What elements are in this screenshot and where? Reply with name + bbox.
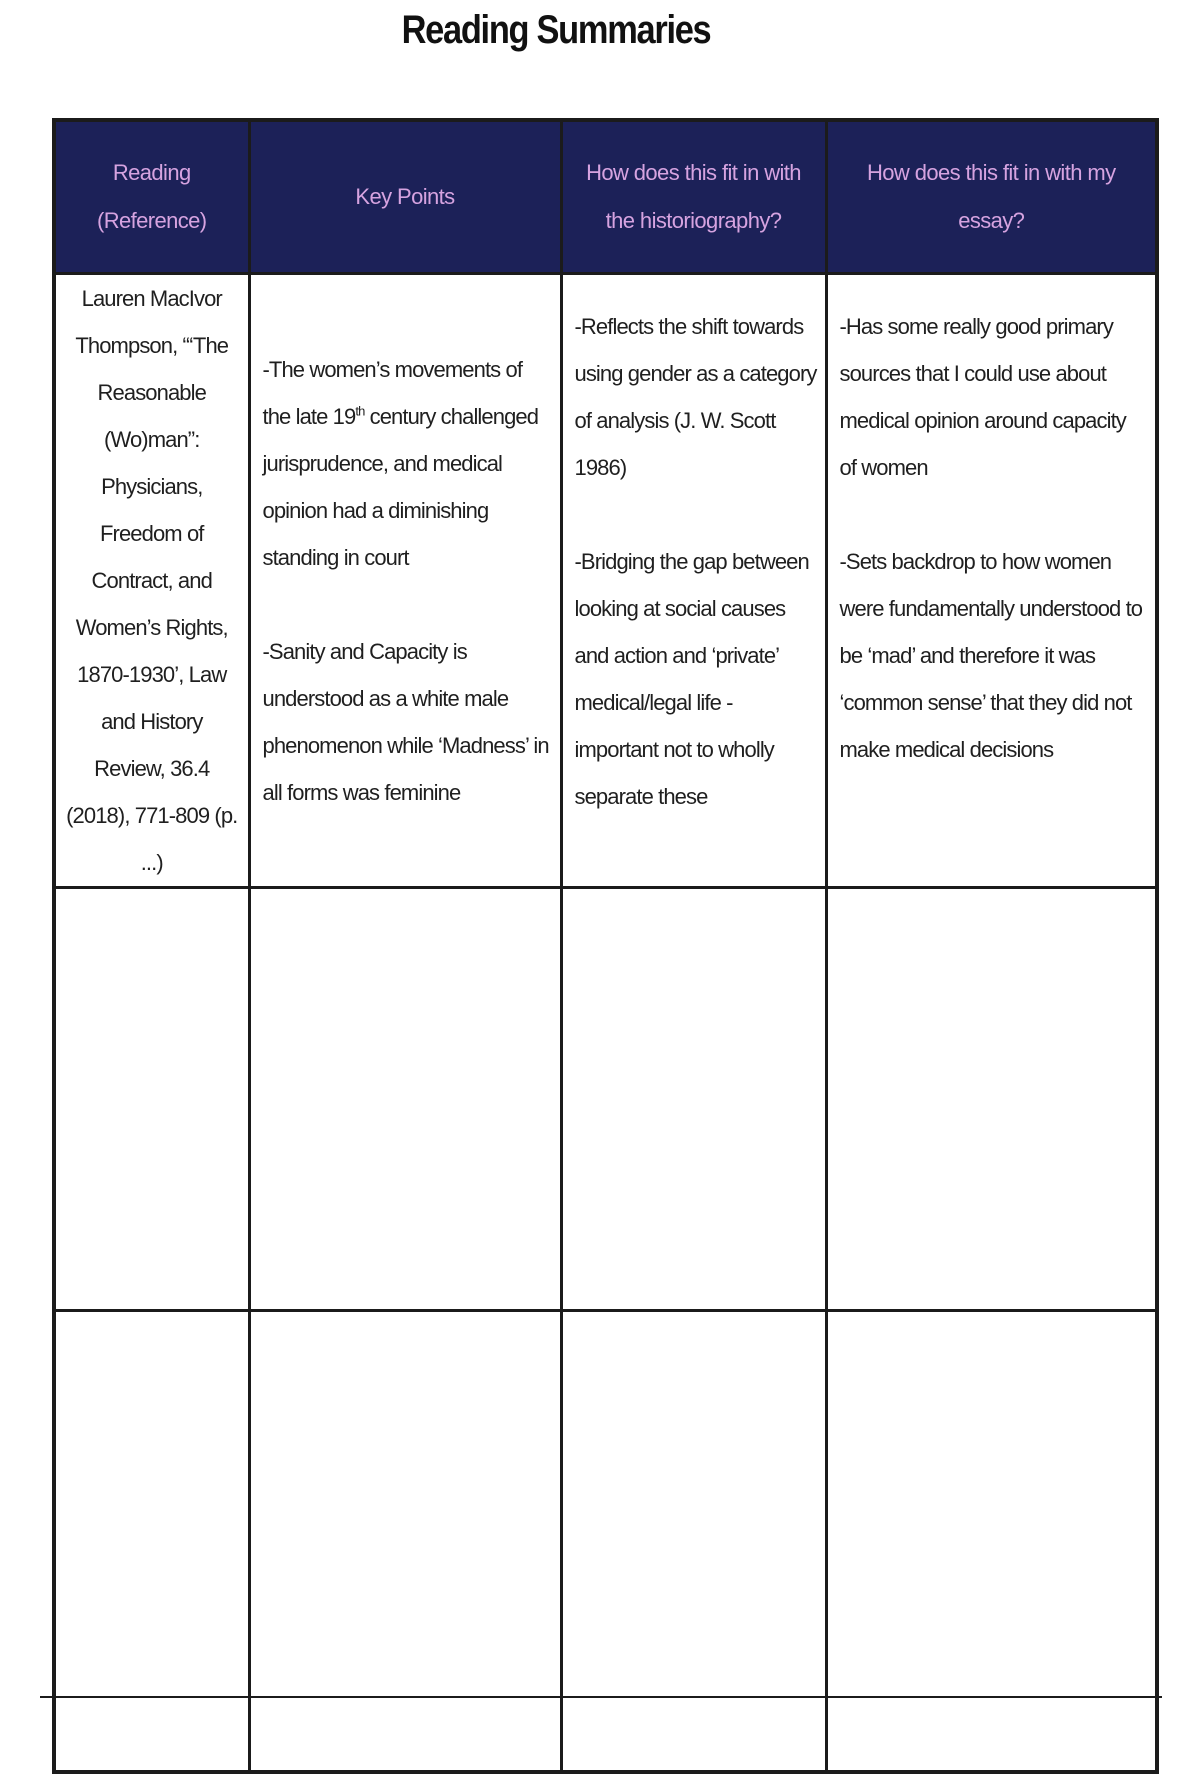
key-point-1-start: -The women’s movements of the late 19: [262, 356, 523, 429]
header-key-points: Key Points: [249, 120, 561, 274]
reference-cell[interactable]: [54, 274, 249, 888]
key-point-1: [263, 346, 550, 581]
empty-historiography-cell[interactable]: [561, 888, 826, 1311]
empty-essay-cell[interactable]: [826, 1311, 1157, 1773]
key-point-2: -Sanity and Capacity is understood as a white male phenomenon while ‘Madness’ in all forms was feminine: [262, 638, 549, 805]
empty-historiography-cell[interactable]: [561, 1311, 826, 1773]
header-historiography: How does this fit in with the historiography?: [561, 120, 826, 274]
reading-summaries-table: [52, 118, 1159, 1774]
empty-reference-cell[interactable]: [54, 888, 249, 1311]
header-reading-reference: Reading (Reference): [54, 120, 249, 274]
empty-key-points-cell[interactable]: [249, 888, 561, 1311]
table-row: [54, 888, 1157, 1311]
spacer: [263, 581, 550, 628]
essay-point-1: -Has some really good primary sources that I could use about medical opinion around capacity of women: [839, 314, 1126, 480]
historiography-point-2: -Bridging the gap between looking at social causes and action and ‘private’ medical/legal life - important not to wholly separate these: [574, 549, 809, 809]
page-title: Reading Summaries: [401, 8, 711, 52]
spacer: [575, 491, 817, 538]
table-row: [54, 274, 1157, 888]
bottom-divider: [40, 1696, 1162, 1698]
essay-cell[interactable]: [826, 274, 1157, 888]
key-points-cell[interactable]: [249, 274, 561, 888]
header-my-essay: How does this fit in with my essay?: [826, 120, 1157, 274]
empty-essay-cell[interactable]: [826, 888, 1157, 1311]
historiography-point-1: -Reflects the shift towards using gender as a category of analysis (J. W. Scott 1986): [574, 314, 817, 480]
historiography-cell[interactable]: [561, 274, 826, 888]
table-row: [54, 1311, 1157, 1773]
spacer: [840, 491, 1148, 538]
empty-key-points-cell[interactable]: [249, 1311, 561, 1773]
reference-text: Lauren MacIvor Thompson, “‘The Reasonable (Wo)man”: Physicians, Freedom of Contract, and Women’s Rights, 1870-1930’, Law and History Review, 36.4 (2018), 771-809 (p. ...): [66, 286, 238, 875]
essay-point-2: -Sets backdrop to how women were fundamentally understood to be ‘mad’ and therefore it was ‘common sense’ that they did not make medical decisions: [839, 549, 1143, 762]
table-header-row: [54, 120, 1157, 274]
empty-reference-cell[interactable]: [54, 1311, 249, 1773]
key-point-1-superscript: th: [355, 403, 365, 419]
key-point-1-end: century challenged jurisprudence, and medical opinion had a diminishing standing in court: [262, 403, 539, 570]
